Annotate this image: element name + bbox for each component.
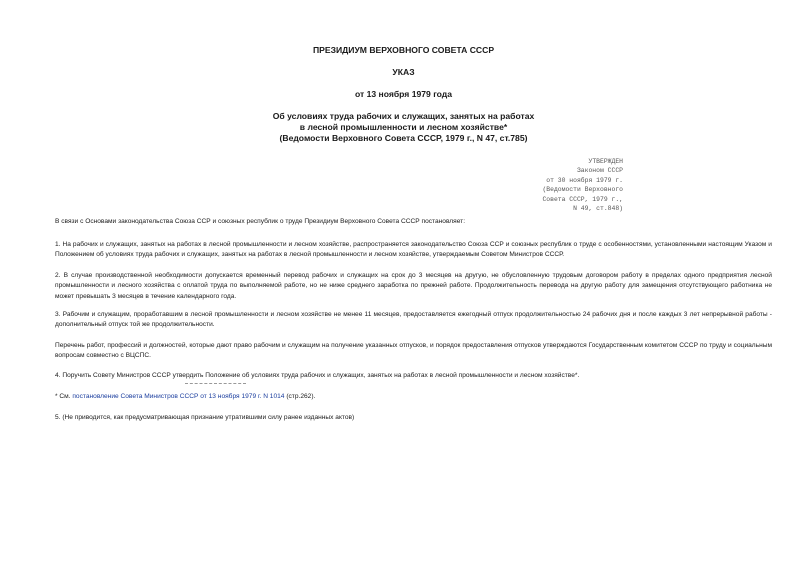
approval-stamp bbox=[505, 157, 623, 213]
article-1: 1. На рабочих и служащих, занятых на работах в лесной промышленности и лесном хозяйстве, распространяется законодательство Союза ССР и союзных республик о труде с особенностями, установленными настоящим Указом и Положением об условиях труда рабочих и служащих, занятых на работах в лесной промышленности и лесном хозяйстве, утверждаемым Советом Министров СССР. bbox=[55, 241, 772, 259]
article-5: 5. (Не приводится, как предусматривающая признание утратившими силу ранее изданных актов) bbox=[55, 414, 355, 421]
article-3: 3. Рабочим и служащим, проработавшим в лесной промышленности и лесном хозяйстве не менее 11 месяцев, предоставляется ежегодный отпуск продолжительностью 24 рабочих дня и после каждых 3 лет непрерывной работы - дополнительный отпуск той же продолжительности. bbox=[55, 311, 772, 329]
stamp-line: Совета СССР, 1979 г., bbox=[542, 195, 623, 203]
issuing-body: ПРЕЗИДИУМ ВЕРХОВНОГО СОВЕТА СССР bbox=[312, 45, 495, 55]
stamp-line: (Ведомости Верховного bbox=[542, 186, 623, 194]
document-type: УКАЗ bbox=[392, 67, 415, 77]
document-title bbox=[0, 111, 807, 144]
article-3-list-paragraph: Перечень работ, профессий и должностей, которые дают право рабочим и служащим на получение указанных отпусков, и порядок предоставления отпусков утверждаются Государственным комитетом СССР по труду и социальным вопросам совместно с ВЦСПС. bbox=[55, 342, 772, 360]
stamp-line: N 49, ст.848) bbox=[573, 205, 623, 213]
footnote-link[interactable]: постановление Совета Министров СССР от 13 ноября 1979 г. N 1014 bbox=[72, 393, 285, 400]
stamp-line: УТВЕРЖДЕН bbox=[588, 158, 623, 165]
footnote-prefix: * См. bbox=[55, 393, 73, 400]
title-line-2: в лесной промышленности и лесном хозяйстве* bbox=[299, 122, 508, 132]
footnote-suffix: (стр.262). bbox=[284, 393, 316, 400]
footnote bbox=[55, 392, 315, 402]
preamble-paragraph: В связи с Основами законодательства Союза ССР и союзных республик о труде Президиум Верховного Совета СССР постановляет: bbox=[55, 218, 466, 225]
article-4: 4. Поручить Совету Министров СССР утвердить Положение об условиях труда рабочих и служащих, занятых на работах в лесной промышленности и лесном хозяйстве*. bbox=[55, 372, 580, 379]
document-date: от 13 ноября 1979 года bbox=[354, 89, 453, 99]
footnote-divider bbox=[185, 383, 246, 384]
article-2: 2. В случае производственной необходимости допускается временный перевод рабочих и служащих на срок до 3 месяцев на другую, не обусловленную трудовым договором работу в пределах одного предприятия лесной промышленности и лесного хозяйства с оплатой труда по выполняемой работе, но не ниже среднего заработка по прежней работе. Продолжительность перевода на другую работу для замещения отсутствующего работника не может превышать 3 месяцев в течение календарного года. bbox=[55, 272, 772, 300]
stamp-line: от 30 ноября 1979 г. bbox=[546, 176, 623, 184]
title-line-3: (Ведомости Верховного Совета СССР, 1979 г., N 47, ст.785) bbox=[279, 133, 528, 143]
stamp-line: Законом СССР bbox=[576, 167, 623, 175]
title-line-1: Об условиях труда рабочих и служащих, занятых на работах bbox=[272, 111, 535, 121]
